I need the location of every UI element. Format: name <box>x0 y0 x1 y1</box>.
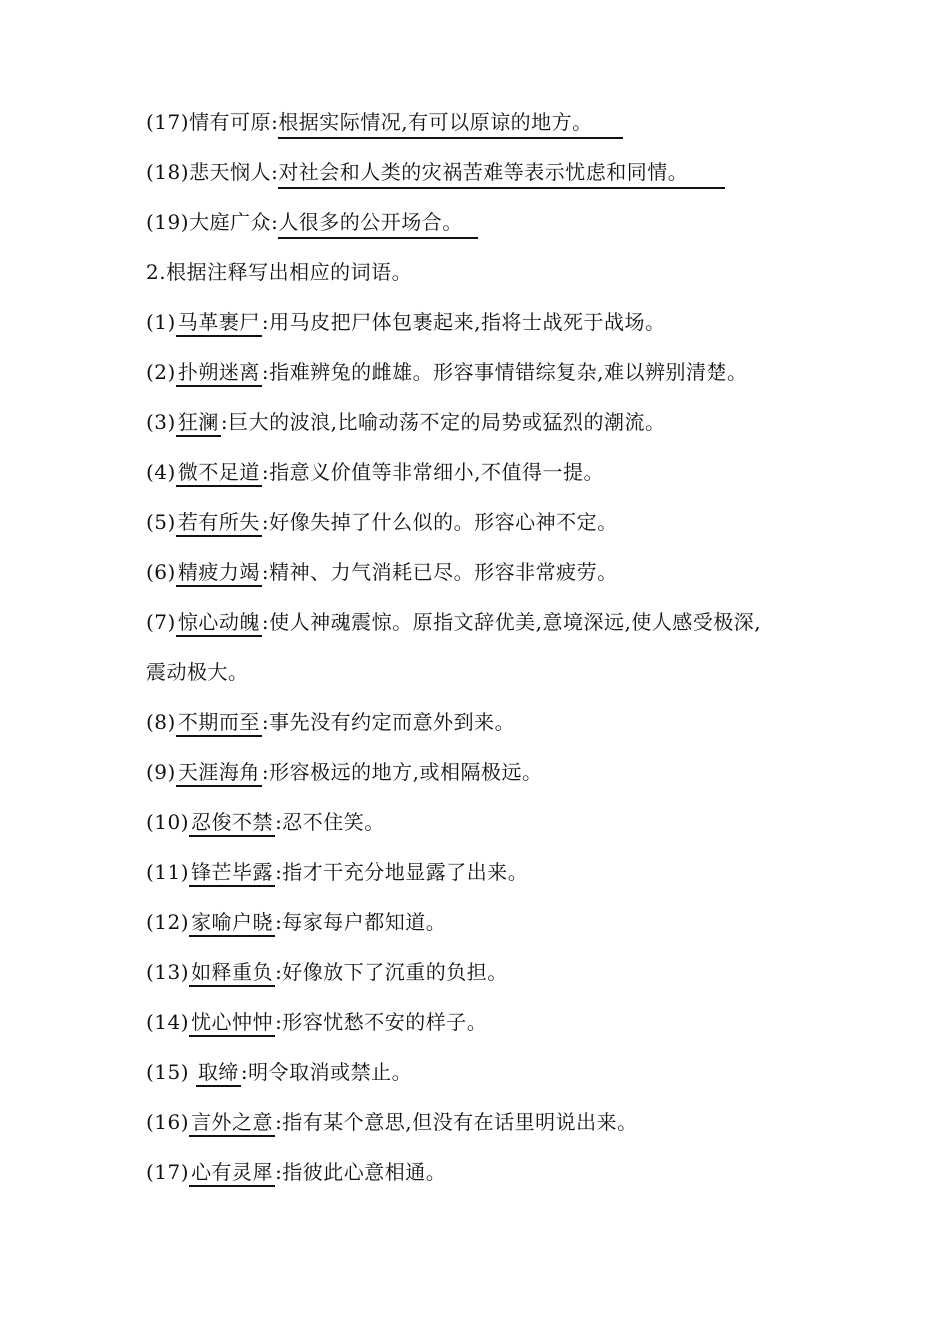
answer-idiom: 天涯海角 <box>176 760 262 787</box>
answer-idiom: 忧心忡忡 <box>189 1010 275 1037</box>
fill-item <box>146 558 618 586</box>
annotation: :指难辨兔的雌雄。形容事情错综复杂,难以辨别清楚。 <box>261 360 748 384</box>
item-number: (14) <box>146 1010 190 1034</box>
annotation: :用马皮把尸体包裹起来,指将士战死于战场。 <box>261 310 666 334</box>
fill-item <box>146 908 446 936</box>
answer-idiom: 不期而至 <box>176 710 262 737</box>
definition-item <box>146 158 725 189</box>
answer-definition: 人很多的公开场合。 <box>278 208 478 239</box>
section-heading: 2.根据注释写出相应的词语。 <box>146 260 413 284</box>
fill-item <box>146 1058 412 1086</box>
answer-idiom: 锋芒毕露 <box>189 860 275 887</box>
fill-item <box>146 708 515 736</box>
answer-idiom: 惊心动魄 <box>176 610 262 637</box>
item-number: (13) <box>146 960 190 984</box>
item-number: (2) <box>146 360 176 384</box>
answer-idiom: 心有灵犀 <box>189 1160 275 1187</box>
item-number: (19) <box>146 210 190 234</box>
idiom-term: 悲天悯人 <box>189 160 272 184</box>
answer-idiom: 狂澜 <box>176 410 221 437</box>
fill-item <box>146 958 508 986</box>
annotation-continuation: 震动极大。 <box>146 660 249 684</box>
annotation: :精神、力气消耗已尽。形容非常疲劳。 <box>261 560 618 584</box>
annotation: :使人神魂震惊。原指文辞优美,意境深远,使人感受极深, <box>261 610 762 634</box>
item-number: (18) <box>146 160 190 184</box>
answer-idiom: 扑朔迷离 <box>176 360 262 387</box>
item-number: (16) <box>146 1110 190 1134</box>
item-number: (4) <box>146 460 176 484</box>
fill-item <box>146 858 528 886</box>
answer-definition: 对社会和人类的灾祸苦难等表示忧虑和同情。 <box>278 158 725 189</box>
answer-idiom: 马革裹尸 <box>176 310 262 337</box>
annotation: :忍不住笑。 <box>275 810 385 834</box>
annotation: :好像放下了沉重的负担。 <box>275 960 508 984</box>
fill-item <box>146 808 385 836</box>
item-number: (9) <box>146 760 176 784</box>
item-number: (1) <box>146 310 176 334</box>
idiom-term: 情有可原 <box>189 110 272 134</box>
separator: : <box>271 210 279 234</box>
annotation: :指彼此心意相通。 <box>275 1160 447 1184</box>
fill-item <box>146 1008 487 1036</box>
fill-item <box>146 1158 446 1186</box>
annotation: :每家每户都知道。 <box>275 910 447 934</box>
answer-idiom: 取缔 <box>196 1060 241 1087</box>
item-number: (15) <box>146 1060 190 1084</box>
annotation: :巨大的波浪,比喻动荡不定的局势或猛烈的潮流。 <box>220 410 666 434</box>
item-number: (7) <box>146 610 176 634</box>
annotation: :明令取消或禁止。 <box>240 1060 413 1084</box>
definition-item <box>146 208 478 239</box>
separator: : <box>271 110 279 134</box>
fill-item <box>146 508 618 536</box>
item-number: (5) <box>146 510 176 534</box>
item-number: (17) <box>146 1160 190 1184</box>
annotation: :指才干充分地显露了出来。 <box>275 860 529 884</box>
fill-item <box>146 1108 638 1136</box>
answer-idiom: 家喻户晓 <box>189 910 275 937</box>
item-number: (10) <box>146 810 190 834</box>
annotation: :指意义价值等非常细小,不值得一提。 <box>261 460 604 484</box>
answer-definition: 根据实际情况,有可以原谅的地方。 <box>278 108 623 139</box>
item-number: (3) <box>146 410 176 434</box>
idiom-term: 大庭广众 <box>189 210 272 234</box>
fill-item <box>146 458 604 486</box>
item-number: (12) <box>146 910 190 934</box>
annotation: :形容极远的地方,或相隔极远。 <box>261 760 543 784</box>
answer-idiom: 精疲力竭 <box>176 560 262 587</box>
definition-item <box>146 108 623 139</box>
fill-item <box>146 608 761 636</box>
item-number: (6) <box>146 560 176 584</box>
fill-item <box>146 758 542 786</box>
answer-idiom: 微不足道 <box>176 460 262 487</box>
separator: : <box>271 160 279 184</box>
annotation: :事先没有约定而意外到来。 <box>261 710 516 734</box>
item-number: (11) <box>146 860 190 884</box>
answer-idiom: 若有所失 <box>176 510 262 537</box>
annotation: :形容忧愁不安的样子。 <box>275 1010 488 1034</box>
answer-idiom: 忍俊不禁 <box>189 810 275 837</box>
fill-item <box>146 408 665 436</box>
annotation: :指有某个意思,但没有在话里明说出来。 <box>275 1110 638 1134</box>
fill-item <box>146 358 747 386</box>
annotation: :好像失掉了什么似的。形容心神不定。 <box>261 510 618 534</box>
answer-idiom: 如释重负 <box>189 960 275 987</box>
item-number: (8) <box>146 710 176 734</box>
item-number: (17) <box>146 110 190 134</box>
answer-idiom: 言外之意 <box>189 1110 275 1137</box>
fill-item <box>146 308 665 336</box>
